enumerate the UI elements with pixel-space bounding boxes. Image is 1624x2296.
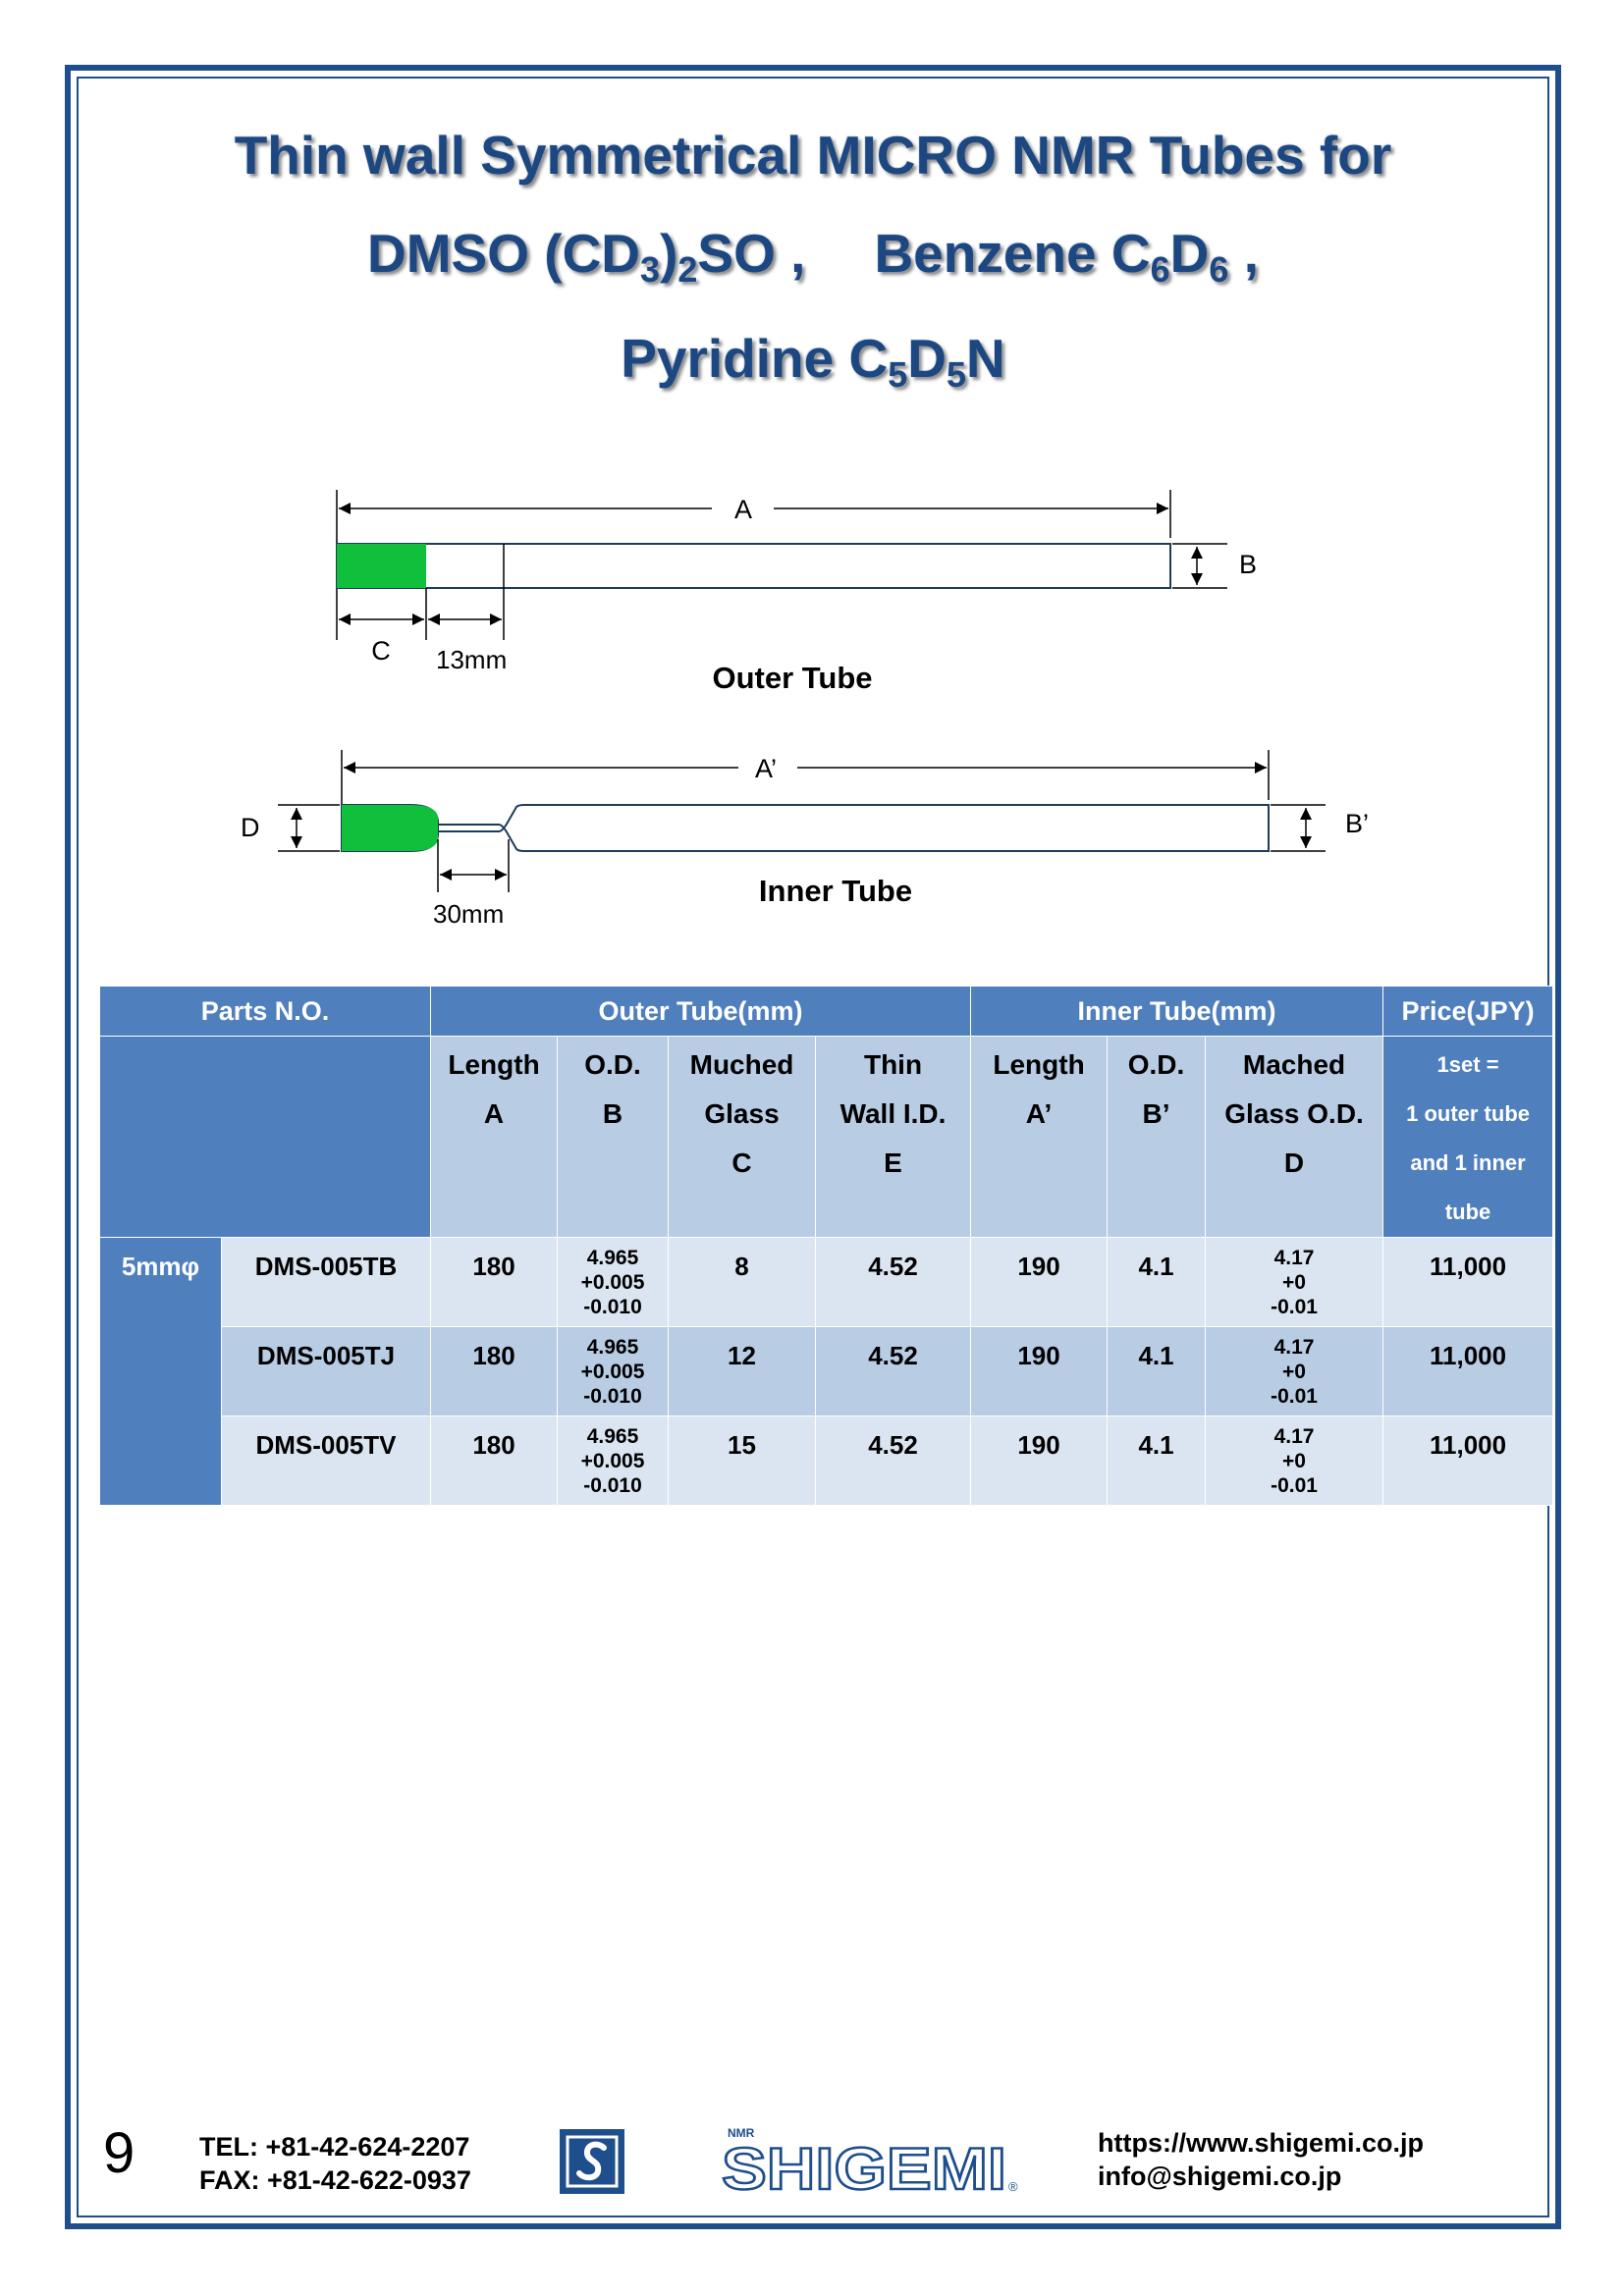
outer-od-nominal: 4.965 — [586, 1335, 639, 1359]
inner-tube-diagram — [241, 750, 1369, 929]
subheader-inner-od — [1108, 1037, 1206, 1238]
inner-length-value: 190 — [971, 1238, 1108, 1327]
price-note-line: 1 outer tube — [1406, 1101, 1530, 1126]
inner-od-value: 4.1 — [1108, 1327, 1206, 1416]
subheader-inner-length-line: Length — [993, 1049, 1085, 1080]
subheader-outer-od-line: O.D. — [584, 1049, 641, 1080]
inner-label-d: D — [241, 813, 260, 842]
subheader-outer-thin-line: E — [884, 1148, 902, 1178]
registered-mark: ® — [1008, 2179, 1018, 2194]
outer-glass-value: 15 — [669, 1416, 816, 1506]
outer-tube-diagram — [337, 490, 1257, 695]
header-price-unit: JPY — [1475, 995, 1526, 1026]
shigemi-logo-icon — [559, 2128, 625, 2195]
inner-tube-glass — [342, 805, 438, 851]
part-number: DMS-005TJ — [222, 1327, 431, 1416]
spec-table — [99, 986, 1553, 1506]
outer-length-value: 180 — [431, 1327, 558, 1416]
outer-tube-glass — [337, 544, 426, 588]
price-note-line: and 1 inner — [1410, 1150, 1526, 1175]
contact-web-block — [1098, 2126, 1424, 2193]
part-number: DMS-005TB — [222, 1238, 431, 1327]
outer-label-a: A — [733, 495, 753, 524]
subheader-outer-glass-line: Glass — [704, 1098, 780, 1129]
inner-glass-value — [1206, 1327, 1383, 1416]
subheader-price-note — [1383, 1037, 1553, 1238]
subheader-outer-glass — [669, 1037, 816, 1238]
inner-glass-plus: +0 — [1282, 1360, 1306, 1383]
brand-text: SHIGEMI — [722, 2136, 1006, 2195]
title-dmso-mid: ) — [660, 223, 678, 284]
subheader-outer-glass-line: C — [731, 1148, 752, 1178]
inner-length-value: 190 — [971, 1416, 1108, 1506]
subheader-inner-glass-line: D — [1283, 1148, 1305, 1178]
size-cell: 5mmφ — [100, 1238, 222, 1506]
inner-glass-value — [1206, 1416, 1383, 1506]
title-benzene-sub2: 6 — [1209, 249, 1229, 290]
inner-glass-nominal: 4.17 — [1273, 1424, 1315, 1448]
table-row — [100, 1416, 1553, 1506]
tel-text: TEL: +81-42-624-2207 — [199, 2132, 470, 2162]
title-pyridine-sub2: 5 — [947, 354, 967, 395]
inner-glass-minus: -0.01 — [1271, 1473, 1318, 1497]
header-outer-tube: Outer Tube(mm) — [431, 987, 971, 1037]
inner-label-b: B’ — [1345, 809, 1370, 838]
outer-od-minus: -0.010 — [583, 1295, 642, 1318]
price-value: 11,000 — [1383, 1327, 1553, 1416]
inner-od-value: 4.1 — [1108, 1416, 1206, 1506]
subheader-outer-od — [558, 1037, 669, 1238]
price-note-line: 1set = — [1436, 1052, 1499, 1077]
outer-length-value: 180 — [431, 1416, 558, 1506]
title-pyridine-main: Pyridine C — [621, 328, 889, 389]
title-dmso-main: DMSO (CD — [366, 223, 641, 284]
header-price-close: ) — [1525, 995, 1535, 1026]
outer-label-c: C — [371, 636, 391, 666]
subheader-outer-glass-line: Muched — [689, 1049, 794, 1080]
title-benzene-sub1: 6 — [1150, 249, 1170, 290]
outer-od-minus: -0.010 — [583, 1384, 642, 1408]
outer-glass-value: 12 — [669, 1327, 816, 1416]
tube-diagram — [0, 0, 1624, 982]
price-note-line: tube — [1444, 1200, 1491, 1224]
outer-od-plus: +0.005 — [580, 1270, 645, 1294]
title-dmso-sub2: 2 — [677, 249, 698, 290]
contact-phone-block — [199, 2130, 471, 2197]
inner-glass-minus: -0.01 — [1271, 1384, 1318, 1408]
title-dmso-end: SO , — [697, 223, 806, 284]
fax-text: FAX: +81-42-622-0937 — [199, 2165, 471, 2195]
outer-thin-wall-value: 4.52 — [816, 1416, 971, 1506]
subheader-inner-glass — [1206, 1037, 1383, 1238]
outer-label-13mm: 13mm — [436, 645, 508, 674]
outer-od-nominal: 4.965 — [586, 1424, 639, 1448]
inner-glass-plus: +0 — [1282, 1449, 1306, 1472]
subheader-inner-length — [971, 1037, 1108, 1238]
header-parts-blank — [100, 1037, 431, 1238]
outer-tube-caption: Outer Tube — [712, 661, 873, 695]
outer-glass-value: 8 — [669, 1238, 816, 1327]
inner-glass-plus: +0 — [1282, 1270, 1306, 1294]
inner-glass-value — [1206, 1238, 1383, 1327]
title-pyridine-mid: D — [907, 328, 947, 389]
shigemi-wordmark — [722, 2126, 1021, 2195]
header-inner-tube: Inner Tube(mm) — [971, 987, 1383, 1037]
title-line-1: Thin wall Symmetrical MICRO NMR Tubes for — [234, 125, 1392, 186]
subheader-outer-thin-wall — [816, 1037, 971, 1238]
email-address[interactable]: info@shigemi.co.jp — [1098, 2162, 1342, 2191]
outer-od-value — [558, 1416, 669, 1506]
subheader-outer-length-line: A — [483, 1098, 505, 1129]
inner-tube-caption: Inner Tube — [758, 874, 913, 908]
inner-glass-minus: -0.01 — [1271, 1295, 1318, 1318]
title-benzene-end: , — [1228, 223, 1259, 284]
brand-small-text: NMR — [728, 2126, 755, 2140]
title-benzene-mid: D — [1169, 223, 1210, 284]
outer-od-minus: -0.010 — [583, 1473, 642, 1497]
title-pyridine-sub1: 5 — [888, 354, 908, 395]
outer-tube-body — [337, 544, 1170, 588]
subheader-inner-glass-line: Mached — [1242, 1049, 1346, 1080]
inner-od-value: 4.1 — [1108, 1238, 1206, 1327]
table-row — [100, 1327, 1553, 1416]
price-value: 11,000 — [1383, 1238, 1553, 1327]
subheader-outer-thin-line: Thin — [863, 1049, 923, 1080]
inner-glass-nominal: 4.17 — [1273, 1246, 1315, 1269]
outer-od-plus: +0.005 — [580, 1360, 645, 1383]
subheader-inner-od-line: O.D. — [1127, 1049, 1185, 1080]
outer-od-plus: +0.005 — [580, 1449, 645, 1472]
outer-od-value — [558, 1238, 669, 1327]
outer-label-b: B — [1239, 550, 1258, 579]
outer-od-value — [558, 1327, 669, 1416]
website-url[interactable]: https://www.shigemi.co.jp — [1098, 2128, 1425, 2158]
header-price-label: Price( — [1401, 995, 1476, 1026]
table-row — [100, 1238, 1553, 1327]
inner-length-value: 190 — [971, 1327, 1108, 1416]
subheader-inner-length-line: A’ — [1025, 1098, 1053, 1129]
subheader-outer-od-line: B — [602, 1098, 623, 1129]
subheader-outer-thin-line: Wall I.D. — [839, 1098, 947, 1129]
title-dmso-sub1: 3 — [640, 249, 661, 290]
outer-length-value: 180 — [431, 1238, 558, 1327]
header-price — [1383, 987, 1553, 1037]
outer-thin-wall-value: 4.52 — [816, 1238, 971, 1327]
title-pyridine-end: N — [966, 328, 1005, 389]
subheader-outer-length-line: Length — [448, 1049, 540, 1080]
page-number: 9 — [103, 2121, 135, 2185]
title-benzene-main: Benzene C — [874, 223, 1151, 284]
part-number: DMS-005TV — [222, 1416, 431, 1506]
inner-glass-nominal: 4.17 — [1273, 1335, 1315, 1359]
outer-thin-wall-value: 4.52 — [816, 1327, 971, 1416]
inner-label-30mm: 30mm — [433, 899, 505, 929]
subheader-inner-glass-line: Glass O.D. — [1224, 1098, 1364, 1129]
subheader-outer-length — [431, 1037, 558, 1238]
header-parts: Parts N.O. — [100, 987, 431, 1037]
inner-label-a: A’ — [754, 754, 778, 783]
price-value: 11,000 — [1383, 1416, 1553, 1506]
subheader-inner-od-line: B’ — [1142, 1098, 1170, 1129]
inner-tube-body — [342, 805, 1269, 851]
outer-od-nominal: 4.965 — [586, 1246, 639, 1269]
